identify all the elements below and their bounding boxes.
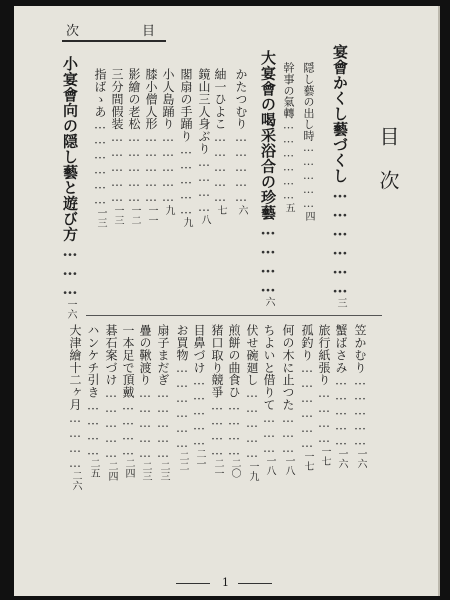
bottom-entry-leader: ………… [68, 410, 82, 471]
top-entry-page-number: 六 [236, 205, 247, 215]
bottom-entry-label: 伏せ碗廻し [245, 324, 259, 386]
top-entry [160, 68, 176, 215]
bottom-entry-label: 疊の鞦渡り [138, 324, 152, 386]
top-entry [62, 56, 78, 319]
bottom-entry-label: ちよいと借りて [262, 324, 276, 411]
bottom-entry-label: 猪口取り競爭 [210, 324, 224, 399]
bottom-entry-page-number: 二〇 [229, 458, 240, 479]
top-entry [212, 68, 228, 215]
top-entry-page-number: 一三 [112, 205, 123, 225]
top-entry [196, 68, 212, 225]
bottom-entry-leader: ………… [227, 398, 241, 459]
top-entry-leader: ……………… [282, 118, 295, 203]
top-entry-leader: ……………… [93, 117, 107, 208]
top-entry-label: 幹事の氣轉 [282, 62, 295, 119]
top-entry [233, 68, 249, 215]
bottom-entry-label: 旅行紙張り [317, 324, 331, 386]
top-entry [300, 62, 316, 221]
bottom-entry [85, 324, 101, 478]
top-entry-leader: ………… [197, 154, 211, 215]
bottom-entry-label: 笠かむり [353, 324, 367, 374]
page-footer [176, 576, 276, 590]
top-entry [109, 68, 125, 225]
top-entry-label: 隠し藝の出し時 [302, 62, 315, 142]
bottom-entry-leader: ………… [121, 398, 135, 459]
top-entry-page-number: 六 [263, 296, 274, 307]
bottom-entry [191, 324, 207, 469]
bottom-entry [67, 324, 83, 491]
top-entry-page-number: 一一 [146, 205, 157, 225]
bottom-entry [352, 324, 368, 469]
header-rule [62, 40, 166, 42]
bottom-entry-leader: ……………… [300, 361, 314, 452]
bottom-entry-leader: …………… [138, 386, 152, 461]
bottom-entry-page-number: 二三 [158, 461, 169, 481]
top-entry [332, 44, 348, 308]
bottom-entry-label: 何の木に止つた [281, 324, 295, 411]
bottom-entry [226, 324, 242, 478]
top-entry-label: 膝小僧人形 [144, 68, 158, 130]
header-right-label: 目 [142, 24, 157, 39]
bottom-entry-label: ハンケチ引き [86, 324, 100, 399]
top-entry-leader: …………… [234, 130, 248, 205]
bottom-entry-leader: ……… [281, 410, 295, 456]
bottom-entry-page-number: 一九 [247, 461, 258, 481]
bottom-entry [103, 324, 119, 481]
bottom-entry-label: 大津繪十二ヶ月 [68, 324, 82, 411]
header-left-label: 次 [66, 24, 81, 39]
page-title: 目 次 [376, 126, 400, 192]
footer-page-number: 1 [222, 576, 229, 589]
bottom-entry-page-number: 二四 [106, 461, 117, 481]
bottom-entry-label: お買物 [175, 324, 189, 362]
bottom-entry [137, 324, 153, 481]
top-entry-leader: ………… [259, 220, 277, 297]
top-entry-page-number: 四 [303, 211, 314, 222]
top-entry-leader: ……………… [331, 183, 349, 298]
bottom-entry [280, 324, 296, 476]
bottom-entry-page-number: 一六 [355, 448, 366, 469]
top-entry-leader: …………… [302, 141, 315, 212]
top-entry [143, 68, 159, 225]
bottom-entry-label: 碁石案づけ [104, 324, 118, 386]
book-page [14, 6, 440, 596]
top-entry-leader: …………… [161, 130, 175, 205]
bottom-entry-page-number: 一八 [264, 455, 275, 476]
footer-line-left [176, 583, 210, 584]
top-entry-page-number: 三 [335, 297, 346, 308]
bottom-entry-page-number: 一六 [336, 448, 347, 469]
bottom-entry-label: 目鼻づけ [192, 324, 206, 374]
bottom-entry-leader: …………… [353, 373, 367, 449]
bottom-entry-leader: ………… [317, 386, 331, 446]
bottom-entry [261, 324, 277, 476]
top-entry-page-number: 五 [283, 202, 294, 213]
bottom-entry [316, 324, 332, 466]
top-entry-page-number: 一三 [95, 207, 106, 228]
bottom-entry-page-number: 二五 [88, 458, 99, 479]
bottom-entry-page-number: 二六 [70, 470, 81, 491]
bottom-entry-leader: …………… [156, 386, 170, 461]
top-entry [280, 62, 296, 213]
bottom-entry-leader: ………… [210, 398, 224, 459]
bottom-entry [174, 324, 190, 471]
top-entry-label: 紬一ひよこ [213, 68, 227, 130]
bottom-entry-label: 蟹ばさみ [334, 324, 348, 374]
top-entry-page-number: 九 [163, 205, 174, 215]
page-edge-shadow [438, 6, 440, 596]
bottom-entry-page-number: 一八 [283, 455, 294, 476]
section-divider [86, 315, 382, 316]
top-entry-leader: …………… [127, 130, 141, 205]
bottom-entry-leader: ……… [262, 410, 276, 456]
bottom-entry [299, 324, 315, 471]
bottom-entry [120, 324, 136, 478]
top-entry-label: 三分間假装 [110, 68, 124, 130]
top-entry-label: 閣扇の手踊り [179, 68, 193, 143]
bottom-entry-page-number: 二四 [123, 458, 134, 479]
top-entry-page-number: 九 [181, 217, 192, 228]
top-entry-leader: …………… [213, 130, 227, 205]
top-entry-page-number: 八 [199, 214, 210, 225]
bottom-entry-page-number: 一七 [302, 451, 313, 472]
top-entry-label: かたつむり [234, 68, 248, 130]
bottom-entry-label: 一本足で頂戴 [121, 324, 135, 399]
bottom-entry-page-number: 一七 [319, 446, 330, 466]
bottom-entry-page-number: 二一 [212, 458, 223, 479]
top-entry-leader: …………… [179, 142, 193, 218]
top-entry-label: 大宴會の喝采浴合の珍藝 [259, 50, 277, 221]
bottom-entry-page-number: 二二 [177, 451, 188, 472]
top-entry-page-number: 七 [215, 205, 226, 215]
top-entry-label: 指ばゝあ [93, 68, 107, 118]
top-entry-leader: …………… [110, 130, 124, 205]
bottom-entry-label: 扇子まだぎ [156, 324, 170, 386]
bottom-entry-page-number: 二一 [194, 448, 205, 469]
top-entry-label: 鏡山三人身ぶり [197, 68, 211, 155]
bottom-entry-leader: …………… [334, 373, 348, 449]
bottom-entry-label: 煎餅の曲食ひ [227, 324, 241, 399]
top-entry [92, 68, 108, 228]
bottom-entry-label: 孤釣り [300, 324, 314, 362]
top-entry-label: 宴會かくし藝づくし [331, 44, 349, 184]
bottom-entry [209, 324, 225, 478]
top-entry-label: 小人島踊り [161, 68, 175, 130]
bottom-entry-leader: …………… [245, 386, 259, 461]
bottom-entry-leader: …………… [192, 373, 206, 449]
top-entry-label: 小宴會向の隠し藝と遊び方 [61, 56, 79, 242]
bottom-entry [333, 324, 349, 469]
bottom-entry [155, 324, 171, 481]
bottom-entry-page-number: 二三 [140, 461, 151, 481]
bottom-entry [244, 324, 260, 481]
top-entry-leader: …………… [144, 130, 158, 205]
footer-line-right [238, 583, 272, 584]
top-entry [260, 50, 276, 307]
top-entry-label: 影繪の老松 [127, 68, 141, 130]
top-entry [178, 68, 194, 227]
top-entry-page-number: 一六 [65, 299, 76, 319]
bottom-entry-leader: ……………… [175, 361, 189, 452]
bottom-entry-leader: …………… [104, 386, 118, 461]
top-entry-leader: ……… [61, 242, 79, 299]
top-entry-page-number: 一二 [129, 205, 140, 225]
bottom-entry-leader: ………… [86, 398, 100, 459]
top-entry [126, 68, 142, 225]
